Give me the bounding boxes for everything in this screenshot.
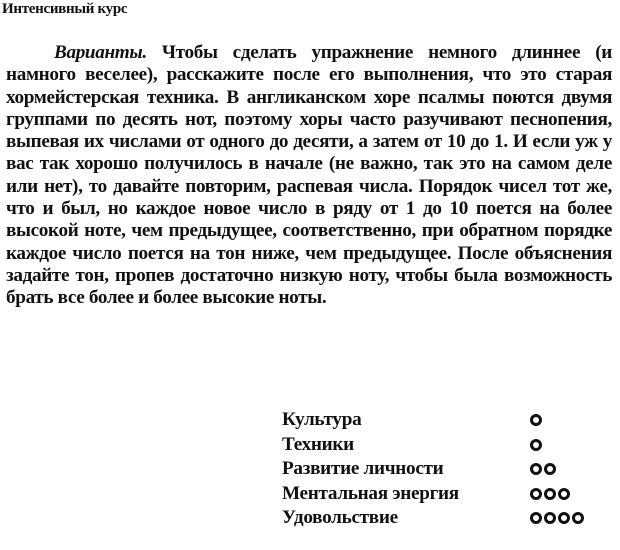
- rating-circle-icon: [558, 488, 570, 500]
- rating-row: [282, 482, 614, 507]
- paragraph-text: Чтобы сделать упражнение немного длиннее (и намного веселее), расскажите после его выполнения, что это старая хормейстерская техника. В англиканском хоре псалмы поются двумя группами по десять нот, поэтому хоры часто разучивают песнопения, выпевая их числами от одного до десяти, а затем от 10 до 1. И если уж у вас так хорошо получилось в начале (не важно, так это на самом деле или нет), то давайте повторим, распевая числа. Порядок чисел тот же, что и был, но каждое новое число в ряду от 1 до 10 поется на более высокой ноте, чем предыдущее, соответственно, при обратном порядке каждое число поется на тон ниже, чем предыдущее. После объяснения задайте тон, пропев достаточно низкую ноту, чтобы была возможность брать все более и более высокие ноты.: [6, 42, 612, 309]
- rating-circle-icon: [544, 488, 556, 500]
- running-header: Интенсивный курс: [2, 1, 128, 17]
- rating-circle-icon: [572, 512, 584, 524]
- rating-circle-icon: [530, 439, 542, 451]
- rating-circle-icon: [530, 463, 542, 475]
- rating-circle-icon: [558, 512, 570, 524]
- rating-circle-icon: [544, 512, 556, 524]
- variants-lead: Варианты.: [54, 42, 147, 63]
- body-paragraph: [6, 42, 612, 310]
- rating-label: Культура: [282, 409, 362, 431]
- rating-row: [282, 506, 614, 531]
- rating-row: [282, 433, 614, 458]
- rating-label: Ментальная энергия: [282, 482, 459, 504]
- rating-dots: [530, 463, 556, 475]
- rating-row: [282, 408, 614, 433]
- rating-row: [282, 457, 614, 482]
- rating-dots: [530, 488, 570, 500]
- rating-dots: [530, 439, 542, 451]
- rating-circle-icon: [530, 512, 542, 524]
- rating-dots: [530, 414, 542, 426]
- rating-label: Удовольствие: [282, 507, 398, 529]
- rating-circle-icon: [544, 463, 556, 475]
- ratings-list: [282, 408, 614, 531]
- rating-label: Развитие личности: [282, 458, 444, 480]
- rating-dots: [530, 512, 584, 524]
- rating-circle-icon: [530, 414, 542, 426]
- rating-label: Техники: [282, 433, 354, 455]
- rating-circle-icon: [530, 488, 542, 500]
